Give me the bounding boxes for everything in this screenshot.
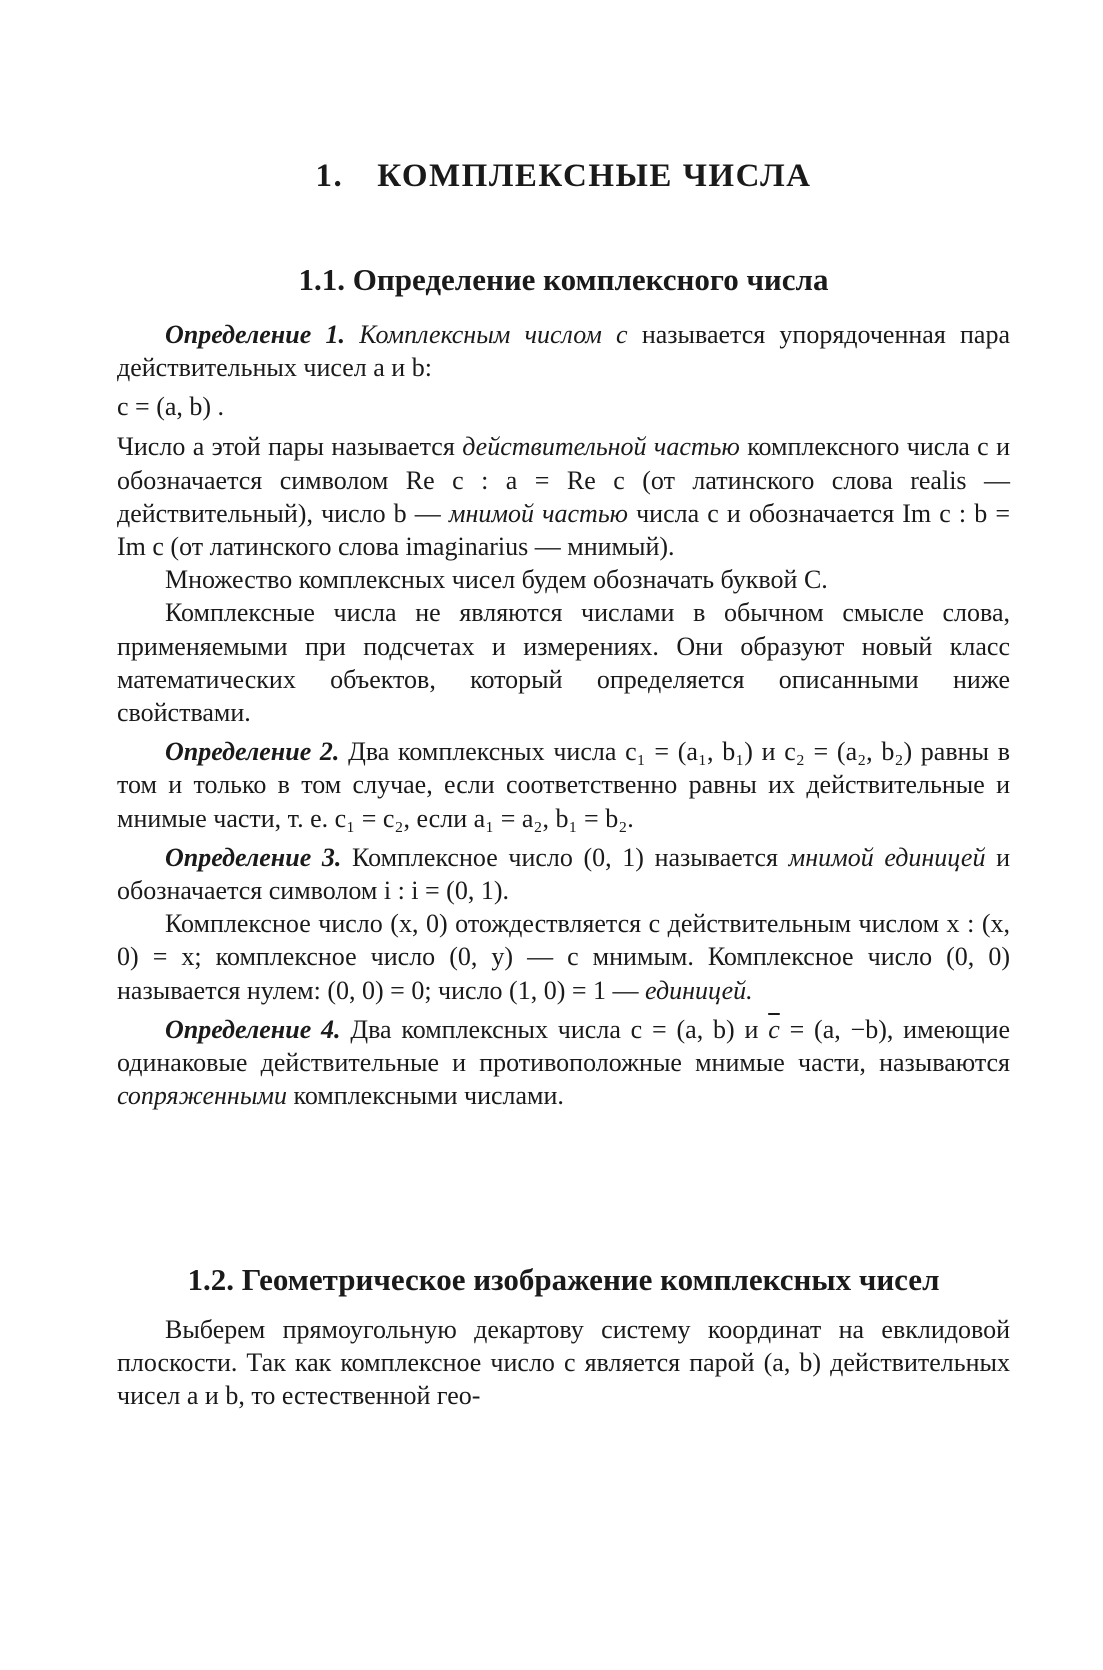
text-span: Комплексное число (x, 0) отождествляется с действительным числом x : (x, 0) = x; комплексное число (0, y) — с мнимым. Комплексное число (0, 0) называется нулем: (0, 0) = 0; число (1, 0) = 1 — [117,909,1010,1005]
definition-label: Определение 3. [165,842,342,872]
section-heading-1-2: 1.2. Геометрическое изображение комплексных чисел [187,1262,940,1297]
definition-1 [117,318,1010,384]
paragraph-real-identification [117,907,1010,1007]
text-span: Два комплексных числа c = (a, b) и [350,1014,759,1044]
text-span: комплексного числа c и обозначается символом Re c : a = Re c (от латинского слова realis — действительный), число b — [117,432,1011,528]
definition-2 [117,735,1010,835]
formula-c-equals-ab: c = (a, b) . [117,392,225,422]
definition-label: Определение 1. [165,320,345,349]
paragraph-re-im [117,430,1010,563]
section-1-2-body [117,1313,1010,1413]
definition-3 [117,841,1010,907]
definition-label: Определение 2. [165,737,340,767]
conjugate-c: $\overline{c}$ [768,1014,780,1044]
text-span: числа c и обозначается Im c : b = Im c (от латинского слова imaginarius — мнимый). [117,498,1010,562]
section-heading-1-1: 1.1. Определение комплексного числа [298,262,829,297]
term-conjugate: сопряженными [117,1081,288,1111]
definition-term: Комплексным числом [359,320,602,349]
text-span: Число a этой пары называется [117,432,455,462]
text-span: Комплексное число (0, 1) называется [352,842,778,872]
paragraph-new-class: Комплексные числа не являются числами в обычном смысле слова, применяемыми при подсчетах и измерениях. Они образуют новый класс математических объектов, который определяется описанными ниже свойствами. [117,598,1010,728]
term-unit: единицей. [645,975,753,1005]
term-real-part: действительной частью [462,432,740,462]
chapter-title [117,158,1010,195]
definition-label: Определение 4. [165,1014,341,1044]
definition-text: называется упорядоченная пара действительных чисел a и b: [117,320,1010,383]
paragraph-set-c: Множество комплексных чисел будем обозначать буквой C. [165,565,828,595]
text-span: и обозначается символом i : i = (0, 1). [117,842,1011,906]
paragraph-geometry: Выберем прямоугольную декартову систему координат на евклидовой плоскости. Так как комплексное число c является парой (a, b) действительных чисел a и b, то естественной гео- [117,1315,1010,1411]
variable: c [616,320,628,349]
section-1-1-body [117,318,1010,1112]
term-imaginary-part: мнимой частью [448,498,628,528]
text-span: = (a, −b), имеющие одинаковые действительные и противоположные мнимые части, называются [117,1014,1010,1078]
term-imaginary-unit: мнимой единицей [788,842,986,872]
chapter-name: КОМПЛЕКСНЫЕ ЧИСЛА [377,158,812,194]
definition-4 [117,1013,1010,1113]
definition-text: Два комплексных числа c₁ = (a₁, b₁) и c₂ = (a₂, b₂) равны в том и только в том случае, если соответственно равны их действительные и мнимые части, т. е. c₁ = c₂, если a₁ = a₂, b₁ = b₂. [117,737,1010,833]
text-span: комплексными числами. [293,1081,564,1111]
chapter-number: 1. [315,158,344,194]
